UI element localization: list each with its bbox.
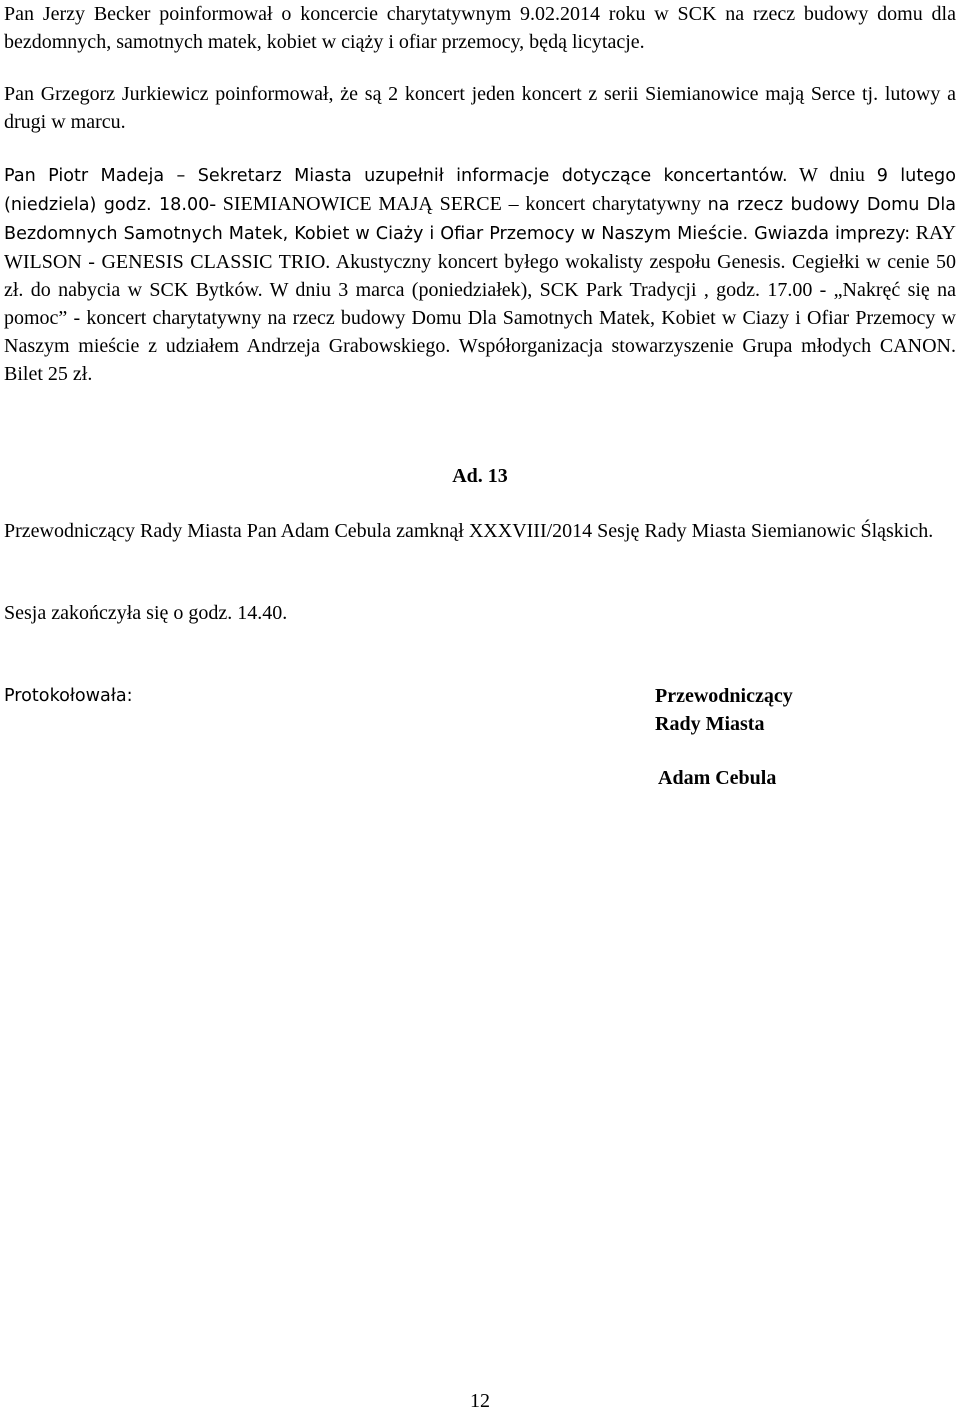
madeja-text-d: - SIEMIANOWICE MAJĄ SERCE – koncert charytatywny [209, 193, 708, 215]
signature-title-block [655, 682, 793, 738]
page-number: 12 [470, 1390, 490, 1412]
paragraph-session-end-time: Sesja zakończyła się o godz. 14.40. [4, 602, 288, 624]
signature-label-protocol: Protokołowała: [4, 686, 133, 706]
section-heading: Ad. 13 [452, 465, 508, 487]
paragraph-concert-jurkiewicz: Pan Grzegorz Jurkiewicz poinformował, że są 2 koncert jeden koncert z serii Siemianowice mają Serce tj. lutowy a drugi w marcu. [4, 83, 956, 133]
madeja-text-b: W dniu [787, 164, 877, 186]
signature-title-line2: Rady Miasta [655, 713, 765, 735]
madeja-text-e: na rzecz budowy Domu Dla Bezdomnych Samotnych Matek, Kobiet w Ciaży i Ofiar Przemocy w Naszym Mieście. Gwiazda imprezy: [4, 195, 957, 244]
paragraph-concert-madeja [4, 161, 956, 388]
paragraph-concert-becker: Pan Jerzy Becker poinformował o koncercie charytatywnym 9.02.2014 roku w SCK na rzecz budowy domu dla bezdomnych, samotnych matek, kobiet w ciąży i ofiar przemocy, będą licytacje. [4, 3, 956, 53]
signature-title-line1: Przewodniczący [655, 685, 793, 707]
madeja-text-c: 9 lutego (niedziela) godz. 18.00 [4, 166, 956, 215]
signature-name: Adam Cebula [658, 767, 777, 789]
madeja-text-a: Pan Piotr Madeja – Sekretarz Miasta uzupełnił informacje dotyczące koncertantów. [4, 166, 788, 186]
madeja-text-f: RAY WILSON - GENESIS CLASSIC TRIO. Akustyczny koncert byłego wokalisty zespołu Genesis. Cegiełki w cenie 50 zł. do nabycia w SCK Bytków. W dniu 3 marca (poniedziałek), SCK Park Tradycji , godz. 17.00 - „Nakręć się na pomoc” - koncert charytatywny na rzecz budowy Domu Dla Samotnych Matek, Kobiet w Ciazy i Ofiar Przemocy w Naszym mieście z udziałem Andrzeja Grabowskiego. Współorganizacja stowarzyszenie Grupa młodych CANON. Bilet 25 zł. [4, 222, 957, 385]
paragraph-session-closed: Przewodniczący Rady Miasta Pan Adam Cebula zamknął XXXVIII/2014 Sesję Rady Miasta Siemianowic Śląskich. [4, 520, 934, 542]
